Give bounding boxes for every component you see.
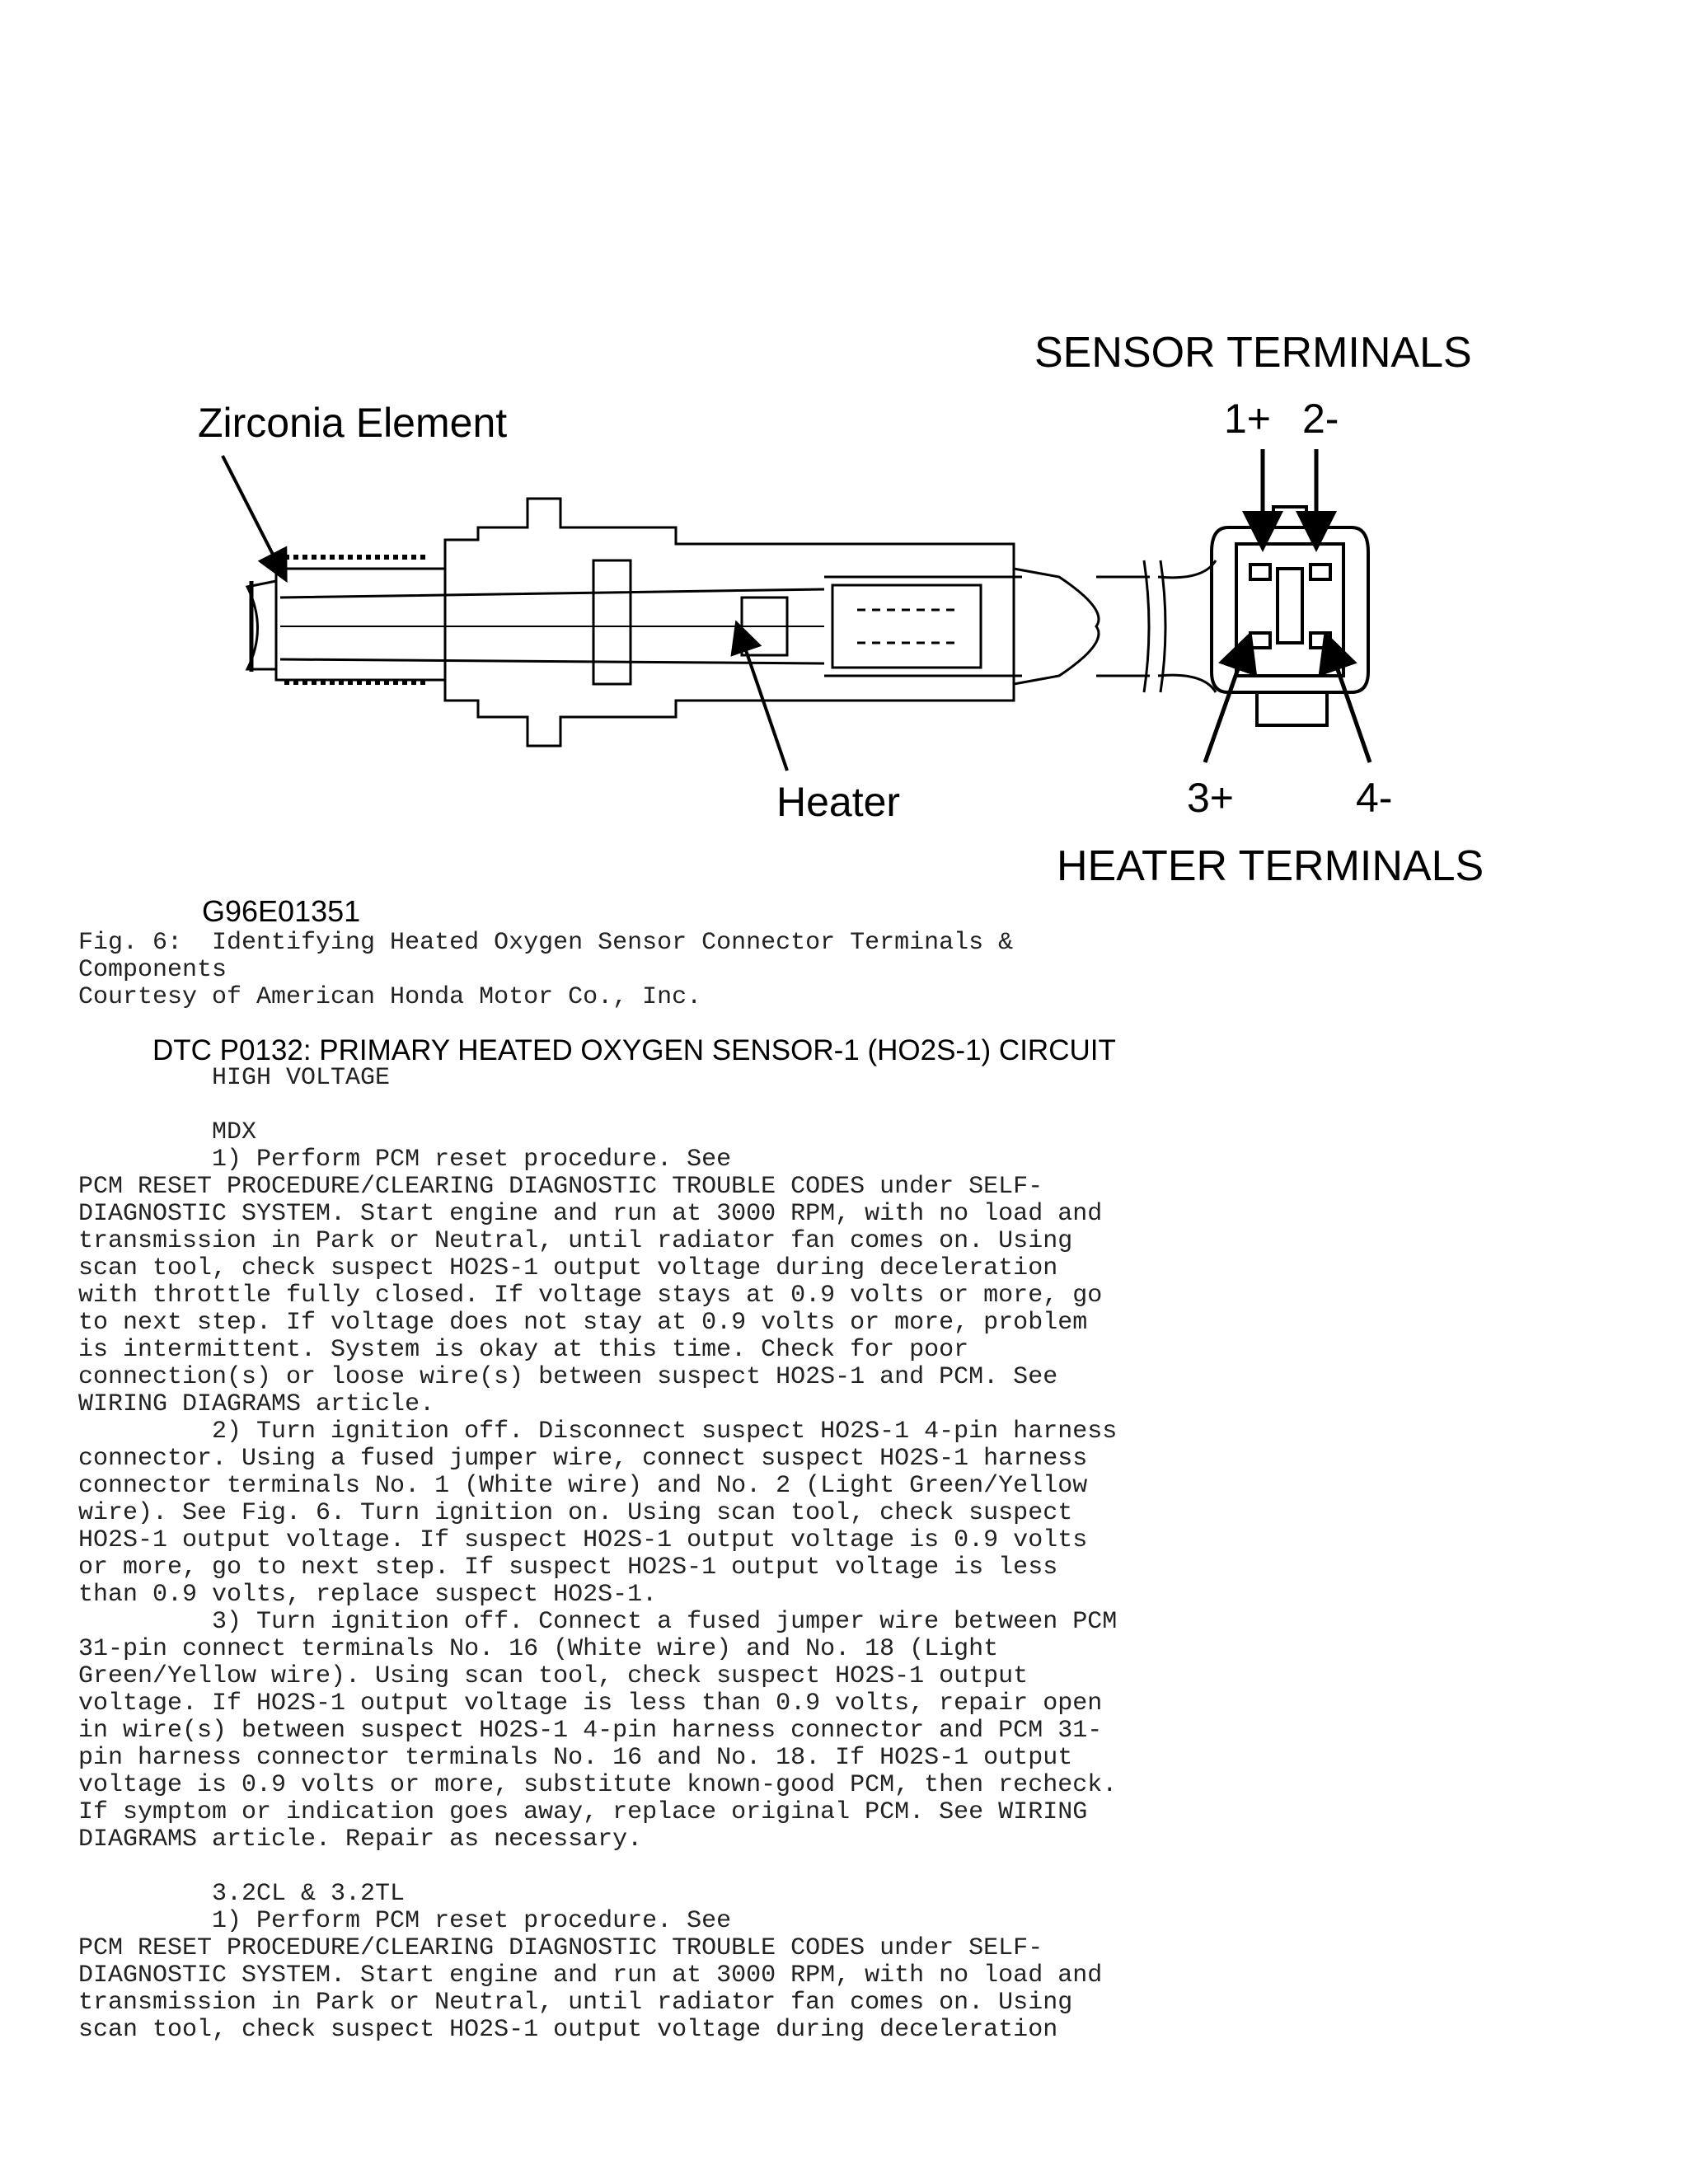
caption-line: Components [78,956,227,984]
body-line: PCM RESET PROCEDURE/CLEARING DIAGNOSTIC TROUBLE CODES under SELF- [78,1173,1043,1201]
body-line: 1) Perform PCM reset procedure. See [78,1146,732,1174]
body-line: in wire(s) between suspect HO2S-1 4-pin harness connector and PCM 31- [78,1717,1103,1745]
zirconia-element-label: Zirconia Element [198,400,508,446]
body-line: DIAGNOSTIC SYSTEM. Start engine and run at 3000 RPM, with no load and [78,1200,1103,1228]
caption-line: Fig. 6: Identifying Heated Oxygen Sensor Connector Terminals & [78,929,1014,957]
terminal-4-arrow [1327,639,1370,762]
oxygen-sensor-figure [0,313,1688,940]
body-line: 31-pin connect terminals No. 16 (White wire) and No. 18 (Light [78,1635,999,1663]
body-line: scan tool, check suspect HO2S-1 output voltage during deceleration [78,2016,1058,2044]
body-line: 3.2CL & 3.2TL [78,1880,406,1908]
body-line: or more, go to next step. If suspect HO2S-1 output voltage is less [78,1554,1058,1582]
terminal-2-label: 2- [1302,396,1339,442]
body-line: connector. Using a fused jumper wire, connect suspect HO2S-1 harness [78,1445,1088,1473]
figure-caption [78,930,1013,1011]
body-line: 1) Perform PCM reset procedure. See [78,1907,732,1935]
body-line [78,1092,1117,1119]
body-line: HO2S-1 output voltage. If suspect HO2S-1 output voltage is 0.9 volts [78,1526,1088,1554]
body-line: wire). See Fig. 6. Turn ignition on. Using scan tool, check suspect [78,1499,1073,1527]
heater-label: Heater [776,779,901,825]
harness-connector [1212,507,1368,725]
body-line: transmission in Park or Neutral, until radiator fan comes on. Using [78,1227,1073,1255]
body-line: DIAGNOSTIC SYSTEM. Start engine and run at 3000 RPM, with no load and [78,1961,1103,1990]
terminal-1-label: 1+ [1224,396,1272,442]
body-line [78,1854,1117,1881]
procedure-body [78,1065,1117,2044]
figure-code: G96E01351 [202,894,361,928]
body-line: 3) Turn ignition off. Connect a fused jumper wire between PCM [78,1608,1118,1636]
dtc-heading: DTC P0132: PRIMARY HEATED OXYGEN SENSOR-1 (HO2S-1) CIRCUIT [152,1034,1116,1066]
body-line: 2) Turn ignition off. Disconnect suspect HO2S-1 4-pin harness [78,1418,1118,1446]
body-line: If symptom or indication goes away, replace original PCM. See WIRING [78,1798,1088,1826]
body-line: with throttle fully closed. If voltage stays at 0.9 volts or more, go [78,1282,1103,1310]
heater-arrow [738,626,787,771]
sensor-body [247,499,1099,746]
body-line: scan tool, check suspect HO2S-1 output voltage during deceleration [78,1254,1058,1282]
body-line: WIRING DIAGRAMS article. [78,1390,435,1418]
body-line: connection(s) or loose wire(s) between suspect HO2S-1 and PCM. See [78,1363,1058,1391]
terminal-4-label: 4- [1356,775,1393,821]
body-line: pin harness connector terminals No. 16 and No. 18. If HO2S-1 output [78,1744,1073,1772]
heater-terminals-label: HEATER TERMINALS [1057,842,1484,890]
body-line: voltage. If HO2S-1 output voltage is less than 0.9 volts, repair open [78,1690,1103,1718]
terminal-3-label: 3+ [1187,775,1235,821]
body-line: PCM RESET PROCEDURE/CLEARING DIAGNOSTIC TROUBLE CODES under SELF- [78,1934,1043,1962]
body-line: Green/Yellow wire). Using scan tool, check suspect HO2S-1 output [78,1662,1029,1690]
body-line: transmission in Park or Neutral, until radiator fan comes on. Using [78,1989,1073,2017]
body-line: connector terminals No. 1 (White wire) and No. 2 (Light Green/Yellow [78,1472,1088,1500]
sensor-terminals-label: SENSOR TERMINALS [1034,329,1472,377]
body-line: to next step. If voltage does not stay at 0.9 volts or more, problem [78,1309,1088,1337]
body-line: HIGH VOLTAGE [78,1064,391,1092]
caption-line: Courtesy of American Honda Motor Co., Inc. [78,983,702,1011]
body-line: DIAGRAMS article. Repair as necessary. [78,1825,643,1854]
body-line: voltage is 0.9 volts or more, substitute known-good PCM, then recheck. [78,1771,1118,1799]
body-line: MDX [78,1118,257,1146]
zirconia-arrow [223,456,284,577]
sensor-cable [1096,560,1216,692]
body-line: than 0.9 volts, replace suspect HO2S-1. [78,1581,658,1609]
body-line: is intermittent. System is okay at this time. Check for poor [78,1336,969,1364]
